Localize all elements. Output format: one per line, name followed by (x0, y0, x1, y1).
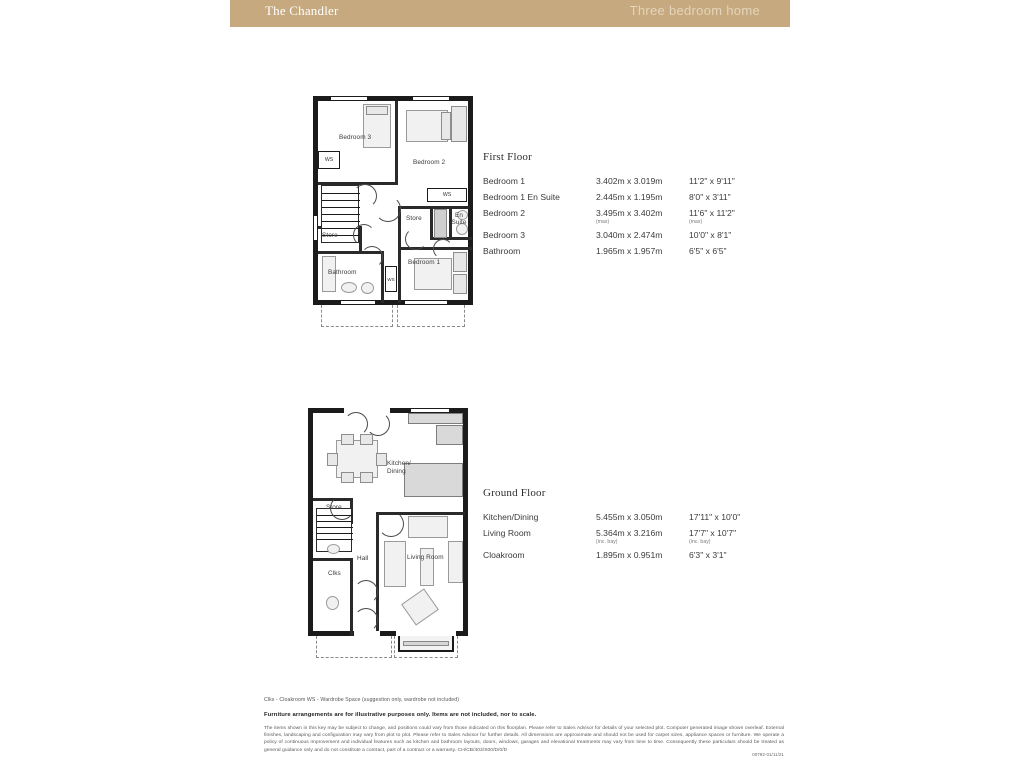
door-arc-french-right (366, 412, 390, 436)
spec-metric-dimensions: 1.965m x 1.957m (596, 246, 663, 256)
door-store-landing (405, 228, 427, 250)
room-label-cloaks: Clks (328, 570, 341, 577)
spec-imperial-dimensions: 6'5" x 6'5" (689, 246, 727, 256)
room-label-bedroom2: Bedroom 2 (413, 159, 446, 166)
spec-room-name: Bedroom 2 (483, 208, 526, 218)
page-header (230, 0, 790, 27)
door-ensuite (433, 239, 453, 259)
spec-metric-dimensions: 3.495m x 3.402m (max) (596, 208, 689, 225)
spec-room-name: Cloakroom (483, 550, 525, 560)
door-living-room (378, 511, 404, 537)
spec-row (483, 192, 753, 203)
dining-chair-4 (360, 472, 373, 483)
first-floor-plan (313, 96, 473, 328)
spec-room-name: Bedroom 1 En Suite (483, 192, 560, 202)
spec-imperial-dimensions: 11'6" x 11'2" (max) (689, 208, 769, 225)
kitchen-hob (436, 425, 463, 445)
sofa-living-top (408, 516, 448, 538)
furniture-disclaimer: Furniture arrangements are for illustrative purposes only. Items are not included, nor to scale. (264, 712, 537, 718)
spec-imperial-dimensions: 11'2" x 9'11" (689, 176, 735, 186)
spec-imperial-dimensions: 17'7" x 10'7" (inc. bay) (689, 528, 769, 545)
spec-metric-dimensions: 5.364m x 3.216m (inc. bay) (596, 528, 689, 545)
abbreviation-legend: Clks - Cloakroom WS - Wardrobe Space (suggestion only, wardrobe not included) (264, 697, 460, 703)
room-label-bedroom1: Bedroom 1 (408, 259, 441, 266)
document-reference-code: 00792-01/11/21 (752, 752, 784, 757)
inner-wall-cloaks-top (313, 558, 353, 561)
door-store-left (353, 224, 375, 246)
wardrobe-space-bedroom1 (385, 266, 397, 292)
kitchen-worktop-top (408, 413, 463, 424)
window-bedroom3 (331, 96, 367, 101)
spec-metric-dimensions: 3.402m x 3.019m (596, 176, 663, 186)
pillow-bedroom3 (366, 106, 388, 115)
spec-row (483, 512, 753, 523)
room-label-bedroom3: Bedroom 3 (339, 134, 372, 141)
inner-wall-bedroom3-right (395, 101, 398, 185)
dining-chair-5 (327, 453, 338, 466)
dining-chair-3 (341, 472, 354, 483)
spec-metric-dimensions: 3.040m x 2.474m (596, 230, 663, 240)
spec-row (483, 246, 753, 257)
spec-room-name: Kitchen/Dining (483, 512, 539, 522)
spec-metric-dimensions: 1.895m x 0.951m (596, 550, 663, 560)
legal-small-print: The items shown in this key may be subject to change, and positions could vary from those indicated on this floorplan. Please refer to Sales Advisor for details of your selected plot. Computer generated image shown overleaf. External finishes, landscaping and configuration may vary from plot to plot. Please refer to Sales Advisor for further details. All dimensions are approximate and should not be used for carpet sizes, appliance spaces or furniture. We operate a policy of continuous improvement and individual features such as kitchen and bathroom layouts, doors, windows, garages and elevational treatments may vary from time to time. Consequently these particulars should be treated as general guidance only and do not constitute a contract, part of a contract or a warranty. CH/CB/403/S00/D/0/D (264, 726, 784, 753)
wardrobe-space-bedroom3 (318, 151, 340, 169)
inner-wall-bedroom1-left (398, 247, 401, 303)
spec-row (483, 208, 753, 225)
wardrobe-bedroom2 (451, 106, 467, 142)
wardrobe-bedroom1-b (453, 274, 467, 294)
spec-room-name: Living Room (483, 528, 531, 538)
spec-imperial-note: (inc. bay) (689, 539, 711, 545)
spec-row (483, 550, 753, 561)
room-label-store: Store (326, 504, 342, 511)
wardrobe-bedroom1-a (453, 252, 467, 272)
spec-room-name: Bedroom 1 (483, 176, 526, 186)
ws-label: WS (442, 192, 452, 198)
wc-cloakroom (326, 596, 339, 610)
spec-row (483, 176, 753, 187)
door-arc-front (354, 608, 378, 632)
spec-room-name: Bedroom 3 (483, 230, 526, 240)
armchair-living (401, 588, 439, 625)
wc-bathroom (361, 282, 374, 294)
sofa-living-left (384, 541, 406, 587)
room-label-store-left: Store (322, 232, 338, 239)
projection-outline-bay (394, 636, 458, 658)
plan-wall-right (468, 96, 473, 305)
ws-label: WS (387, 276, 395, 282)
ws-label: WS (324, 157, 334, 163)
first-floor-title: First Floor (483, 151, 532, 163)
room-label-hall: Hall (357, 555, 369, 562)
dining-chair-1 (341, 434, 354, 445)
room-label-store-landing: Store (406, 215, 422, 222)
first-floor-spec-table (483, 151, 753, 262)
kitchen-worktop-right (404, 463, 463, 497)
spec-metric-dimensions: 5.455m x 3.050m (596, 512, 663, 522)
projection-outline-left (321, 305, 393, 327)
plan-wall-left (308, 408, 313, 636)
house-type-title: The Chandler (265, 3, 339, 18)
plan-wall-left (313, 96, 318, 305)
spec-metric-note: (max) (596, 219, 610, 225)
spec-imperial-dimensions: 17'11" x 10'0" (689, 512, 741, 522)
spec-metric-dimensions: 2.445m x 1.195m (596, 192, 663, 202)
page-footer (264, 697, 784, 757)
projection-outline-porch (316, 636, 392, 658)
spec-row (483, 230, 753, 241)
spec-imperial-dimensions: 6'3" x 3'1" (689, 550, 727, 560)
dining-chair-6 (376, 453, 387, 466)
door-arc-french-left (344, 412, 368, 436)
basin-bathroom (341, 282, 357, 293)
ground-floor-title: Ground Floor (483, 487, 546, 499)
dining-chair-2 (360, 434, 373, 445)
spec-row (483, 528, 753, 545)
inner-wall-cloaks-right (350, 558, 353, 636)
room-label-living: Living Room (407, 554, 444, 561)
spec-imperial-dimensions: 10'0" x 8'1" (689, 230, 732, 240)
ground-floor-plan (308, 408, 468, 658)
spec-metric-note: (inc. bay) (596, 539, 618, 545)
sideboard-living-right (448, 541, 463, 583)
wardrobe-space-bedroom2 (427, 188, 467, 202)
room-label-kitchen-line2: Dining (387, 468, 406, 475)
door-bathroom (361, 246, 383, 268)
room-label-kitchen-line1: Kitchen/ (387, 460, 411, 467)
window-bedroom2 (413, 96, 449, 101)
door-bedroom3 (353, 184, 377, 208)
spec-imperial-note: (max) (689, 219, 703, 225)
spec-imperial-dimensions: 8'0" x 3'11" (689, 192, 731, 202)
pillow-bedroom2 (441, 112, 451, 140)
shower-ensuite (434, 209, 447, 238)
room-label-ensuite-line2: Suite (451, 219, 467, 226)
spec-room-name: Bathroom (483, 246, 521, 256)
inner-wall-store-right (430, 206, 433, 240)
room-label-bathroom: Bathroom (328, 269, 357, 276)
ground-floor-spec-table (483, 487, 753, 566)
house-type-subtitle: Three bedroom home (629, 3, 760, 18)
door-cloakroom (354, 580, 378, 604)
plan-wall-right (463, 408, 468, 636)
door-bedroom2 (375, 196, 401, 222)
basin-cloakroom (327, 544, 340, 554)
room-label-ensuite-line1: En (454, 212, 464, 219)
projection-outline-right (397, 305, 465, 327)
